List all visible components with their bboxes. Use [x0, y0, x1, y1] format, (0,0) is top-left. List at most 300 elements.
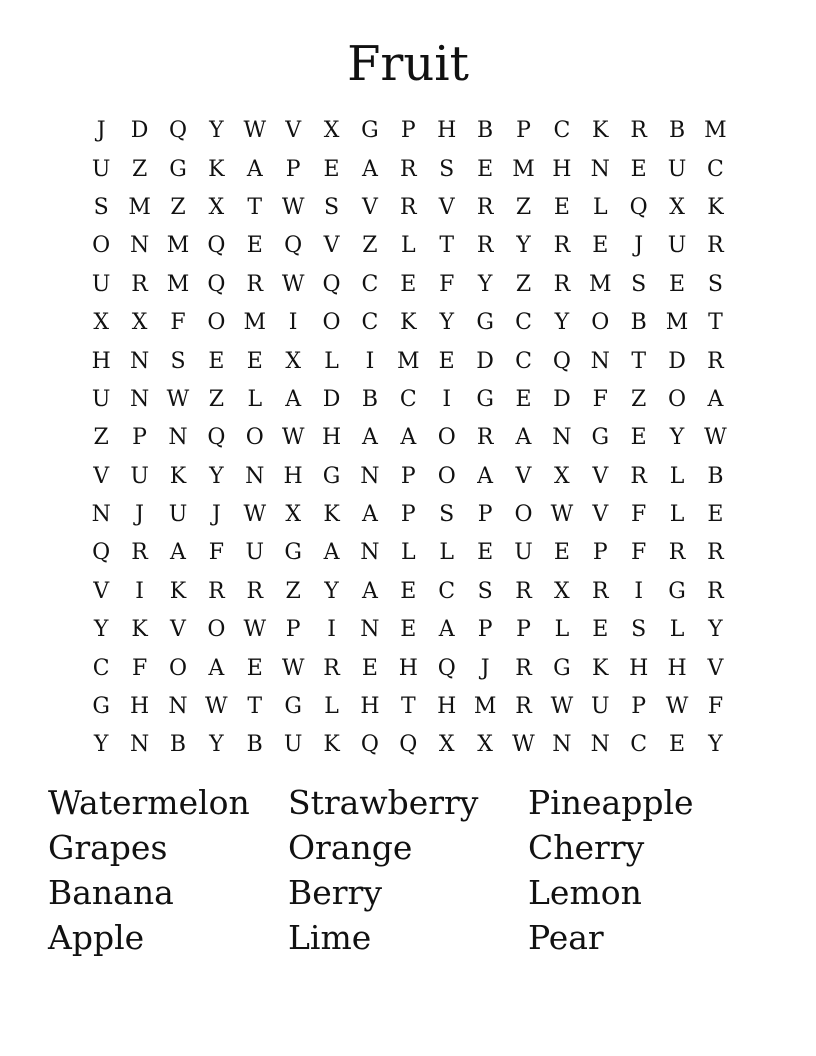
grid-letter[interactable]: G: [284, 540, 302, 566]
grid-letter[interactable]: P: [592, 540, 608, 566]
grid-letter[interactable]: B: [246, 732, 263, 758]
grid-letter[interactable]: Q: [207, 425, 226, 451]
grid-letter[interactable]: E: [707, 502, 724, 528]
grid-letter[interactable]: W: [166, 386, 190, 412]
grid-letter[interactable]: Y: [669, 425, 685, 451]
grid-letter[interactable]: G: [322, 463, 341, 489]
grid-letter[interactable]: N: [552, 732, 572, 758]
grid-letter[interactable]: W: [704, 425, 727, 451]
grid-letter[interactable]: B: [707, 463, 724, 489]
grid-letter[interactable]: H: [398, 655, 418, 681]
word-list-item: Lemon: [528, 873, 642, 912]
grid-letter[interactable]: K: [131, 617, 148, 643]
grid-letter[interactable]: F: [592, 386, 608, 412]
grid-letter[interactable]: C: [515, 310, 532, 336]
grid-letter[interactable]: A: [323, 540, 340, 566]
grid-letter[interactable]: V: [93, 578, 110, 604]
grid-letter[interactable]: Y: [477, 271, 493, 297]
grid-letter[interactable]: D: [476, 348, 494, 374]
grid-letter[interactable]: E: [477, 156, 494, 182]
grid-letter[interactable]: Z: [93, 425, 109, 451]
grid-letter[interactable]: D: [322, 386, 341, 412]
grid-letter[interactable]: C: [92, 655, 110, 681]
grid-letter[interactable]: W: [512, 732, 535, 758]
grid-letter[interactable]: N: [91, 502, 111, 528]
grid-letter[interactable]: N: [168, 694, 188, 720]
grid-letter[interactable]: Q: [284, 233, 303, 259]
grid-letter[interactable]: X: [208, 194, 225, 220]
grid-letter[interactable]: I: [365, 348, 375, 374]
grid-letter[interactable]: U: [667, 156, 687, 182]
grid-letter[interactable]: Y: [93, 617, 109, 643]
grid-letter[interactable]: P: [631, 694, 647, 720]
grid-letter[interactable]: M: [128, 194, 151, 220]
grid-letter[interactable]: T: [247, 694, 263, 720]
grid-letter[interactable]: G: [361, 118, 379, 144]
grid-letter[interactable]: D: [668, 348, 686, 374]
grid-letter[interactable]: N: [168, 425, 188, 451]
grid-letter[interactable]: B: [169, 732, 187, 758]
grid-letter[interactable]: U: [91, 271, 111, 297]
grid-letter[interactable]: X: [285, 348, 301, 374]
grid-letter[interactable]: O: [668, 386, 687, 412]
grid-letter[interactable]: F: [631, 502, 647, 528]
grid-letter[interactable]: L: [592, 194, 608, 220]
grid-letter[interactable]: X: [285, 502, 301, 528]
grid-letter[interactable]: Q: [399, 732, 418, 758]
grid-letter[interactable]: U: [245, 540, 265, 566]
grid-letter[interactable]: C: [399, 386, 417, 412]
word-list-item: Grapes: [48, 828, 168, 867]
grid-letter[interactable]: C: [361, 271, 379, 297]
grid-letter[interactable]: E: [669, 732, 686, 758]
word-list-item: Apple: [48, 918, 145, 957]
word-list-item: Orange: [288, 828, 413, 867]
grid-letter[interactable]: K: [169, 463, 187, 489]
grid-letter[interactable]: M: [512, 156, 535, 182]
letter-grid: [82, 112, 734, 765]
grid-letter[interactable]: W: [243, 617, 267, 643]
grid-letter[interactable]: J: [135, 502, 144, 528]
grid-letter[interactable]: T: [400, 694, 416, 720]
grid-letter[interactable]: N: [129, 386, 150, 412]
grid-letter[interactable]: F: [170, 310, 186, 336]
grid-letter[interactable]: N: [129, 348, 150, 374]
grid-letter[interactable]: V: [707, 655, 724, 681]
grid-letter[interactable]: D: [553, 386, 571, 412]
grid-letter[interactable]: X: [323, 118, 340, 144]
grid-letter[interactable]: B: [361, 386, 379, 412]
grid-letter[interactable]: U: [168, 502, 188, 528]
grid-letter[interactable]: Y: [516, 233, 531, 259]
grid-letter[interactable]: U: [91, 156, 111, 182]
grid-letter[interactable]: Z: [631, 386, 647, 412]
grid-letter[interactable]: P: [400, 502, 416, 528]
grid-letter[interactable]: A: [170, 540, 186, 566]
grid-letter[interactable]: N: [552, 425, 572, 451]
grid-letter[interactable]: Z: [285, 578, 301, 604]
grid-letter[interactable]: R: [476, 194, 494, 220]
grid-letter[interactable]: H: [629, 655, 649, 681]
grid-letter[interactable]: A: [285, 386, 302, 412]
grid-letter[interactable]: N: [360, 540, 380, 566]
grid-letter[interactable]: W: [243, 118, 267, 144]
grid-letter[interactable]: X: [554, 578, 570, 604]
grid-letter[interactable]: E: [400, 617, 417, 643]
grid-letter[interactable]: Q: [360, 732, 379, 758]
grid-letter[interactable]: Y: [708, 617, 723, 643]
grid-letter[interactable]: R: [630, 118, 647, 144]
grid-letter[interactable]: G: [92, 694, 110, 720]
grid-letter[interactable]: M: [166, 271, 190, 297]
grid-letter[interactable]: O: [92, 233, 111, 259]
grid-letter[interactable]: O: [207, 617, 226, 643]
grid-letter[interactable]: Y: [708, 732, 723, 758]
grid-letter[interactable]: W: [243, 502, 267, 528]
grid-letter[interactable]: E: [630, 425, 647, 451]
grid-letter[interactable]: U: [91, 386, 111, 412]
grid-letter[interactable]: N: [360, 617, 380, 643]
grid-letter[interactable]: P: [132, 425, 147, 451]
grid-letter[interactable]: Y: [439, 310, 454, 336]
grid-letter[interactable]: H: [360, 694, 380, 720]
grid-letter[interactable]: R: [246, 578, 264, 604]
grid-letter[interactable]: E: [669, 271, 686, 297]
grid-letter[interactable]: D: [130, 118, 149, 144]
grid-letter[interactable]: Q: [629, 194, 648, 220]
grid-letter[interactable]: W: [550, 502, 574, 528]
grid-letter[interactable]: C: [553, 118, 571, 144]
grid-letter[interactable]: E: [361, 655, 378, 681]
grid-letter[interactable]: P: [516, 118, 531, 144]
grid-letter[interactable]: V: [361, 194, 378, 220]
grid-letter[interactable]: V: [515, 463, 532, 489]
grid-letter[interactable]: M: [473, 694, 497, 720]
grid-letter[interactable]: P: [285, 617, 301, 643]
grid-letter[interactable]: W: [665, 694, 689, 720]
grid-letter[interactable]: O: [168, 655, 187, 681]
grid-letter[interactable]: Q: [437, 655, 456, 681]
grid-letter[interactable]: H: [437, 118, 457, 144]
grid-letter[interactable]: P: [400, 463, 416, 489]
grid-letter[interactable]: E: [592, 233, 609, 259]
grid-letter[interactable]: P: [400, 118, 416, 144]
grid-letter[interactable]: A: [361, 578, 378, 604]
grid-letter[interactable]: M: [665, 310, 689, 336]
grid-letter[interactable]: R: [476, 233, 494, 259]
grid-letter[interactable]: G: [476, 386, 494, 412]
grid-letter[interactable]: S: [439, 156, 455, 182]
grid-letter[interactable]: A: [361, 156, 378, 182]
grid-letter[interactable]: V: [170, 617, 186, 643]
grid-letter[interactable]: R: [246, 271, 264, 297]
grid-letter[interactable]: E: [553, 194, 570, 220]
grid-letter[interactable]: E: [400, 578, 417, 604]
grid-letter[interactable]: P: [477, 502, 493, 528]
word-list-item: Banana: [48, 873, 174, 912]
grid-letter[interactable]: I: [327, 617, 336, 643]
grid-letter[interactable]: N: [590, 348, 610, 374]
grid-letter[interactable]: X: [93, 310, 110, 336]
grid-letter[interactable]: L: [669, 617, 685, 643]
grid-letter[interactable]: Q: [207, 271, 226, 297]
grid-letter[interactable]: Y: [324, 578, 339, 604]
grid-letter[interactable]: I: [442, 386, 452, 412]
grid-letter[interactable]: B: [630, 310, 647, 336]
grid-letter[interactable]: R: [630, 463, 647, 489]
grid-letter[interactable]: W: [205, 694, 228, 720]
grid-letter[interactable]: G: [169, 156, 187, 182]
grid-letter[interactable]: X: [477, 732, 493, 758]
grid-letter[interactable]: R: [323, 655, 340, 681]
grid-letter[interactable]: S: [707, 271, 723, 297]
grid-letter[interactable]: W: [281, 655, 305, 681]
grid-letter[interactable]: E: [208, 348, 225, 374]
grid-letter[interactable]: K: [592, 655, 609, 681]
grid-letter[interactable]: T: [439, 233, 455, 259]
grid-letter[interactable]: S: [477, 578, 493, 604]
grid-letter[interactable]: Z: [515, 271, 532, 297]
grid-letter[interactable]: E: [246, 233, 263, 259]
grid-letter[interactable]: Q: [552, 348, 571, 374]
grid-letter[interactable]: X: [131, 310, 148, 336]
grid-letter[interactable]: E: [323, 156, 340, 182]
grid-letter[interactable]: G: [476, 310, 494, 336]
grid-letter[interactable]: Z: [515, 194, 532, 220]
grid-letter[interactable]: Z: [131, 156, 148, 182]
grid-letter[interactable]: Q: [168, 118, 187, 144]
grid-letter[interactable]: W: [281, 271, 305, 297]
grid-letter[interactable]: U: [514, 540, 533, 566]
grid-letter[interactable]: R: [668, 540, 686, 566]
grid-letter[interactable]: V: [323, 233, 340, 259]
grid-letter[interactable]: S: [439, 502, 455, 528]
grid-letter[interactable]: Y: [93, 732, 109, 758]
grid-letter[interactable]: B: [477, 118, 494, 144]
grid-letter[interactable]: R: [476, 425, 494, 451]
grid-letter[interactable]: K: [208, 156, 225, 182]
grid-letter[interactable]: E: [400, 271, 417, 297]
grid-letter[interactable]: M: [589, 271, 612, 297]
grid-letter[interactable]: A: [361, 425, 378, 451]
grid-letter[interactable]: Z: [208, 386, 225, 412]
grid-letter[interactable]: W: [550, 694, 574, 720]
word-list-item: Berry: [288, 873, 382, 912]
grid-letter[interactable]: R: [208, 578, 225, 604]
grid-letter[interactable]: O: [437, 463, 456, 489]
grid-letter[interactable]: C: [707, 156, 724, 182]
grid-letter[interactable]: X: [669, 194, 685, 220]
grid-letter[interactable]: L: [554, 617, 570, 643]
grid-letter[interactable]: R: [400, 156, 417, 182]
grid-letter[interactable]: R: [400, 194, 417, 220]
grid-letter[interactable]: Z: [170, 194, 186, 220]
word-list-item: Lime: [288, 918, 372, 957]
grid-letter[interactable]: A: [438, 617, 455, 643]
grid-letter[interactable]: L: [439, 540, 455, 566]
grid-letter[interactable]: E: [515, 386, 532, 412]
grid-letter[interactable]: U: [130, 463, 149, 489]
grid-letter[interactable]: R: [591, 578, 609, 604]
grid-letter[interactable]: K: [169, 578, 187, 604]
grid-letter[interactable]: N: [129, 732, 150, 758]
grid-letter[interactable]: I: [288, 310, 298, 336]
grid-letter[interactable]: L: [324, 348, 339, 374]
grid-letter[interactable]: Z: [362, 233, 378, 259]
grid-letter[interactable]: H: [437, 694, 457, 720]
grid-letter[interactable]: N: [129, 233, 150, 259]
grid-letter[interactable]: S: [324, 194, 340, 220]
grid-letter[interactable]: Y: [209, 118, 224, 144]
grid-letter[interactable]: U: [591, 694, 610, 720]
grid-letter[interactable]: N: [590, 156, 610, 182]
grid-letter[interactable]: E: [438, 348, 455, 374]
grid-letter[interactable]: S: [93, 194, 109, 220]
grid-letter[interactable]: V: [592, 502, 609, 528]
grid-letter[interactable]: R: [553, 233, 571, 259]
grid-letter[interactable]: R: [131, 271, 148, 297]
grid-letter[interactable]: K: [707, 194, 724, 220]
grid-letter[interactable]: T: [631, 348, 646, 374]
grid-letter[interactable]: C: [361, 310, 379, 336]
grid-letter[interactable]: X: [438, 732, 455, 758]
grid-letter[interactable]: H: [552, 156, 572, 182]
word-list-item: Strawberry: [288, 783, 479, 822]
grid-letter[interactable]: M: [704, 118, 727, 144]
grid-letter[interactable]: G: [553, 655, 571, 681]
grid-letter[interactable]: E: [630, 156, 647, 182]
grid-letter[interactable]: O: [437, 425, 456, 451]
grid-letter[interactable]: M: [243, 310, 267, 336]
grid-letter[interactable]: I: [634, 578, 644, 604]
grid-letter[interactable]: V: [592, 463, 609, 489]
grid-letter[interactable]: H: [283, 463, 303, 489]
grid-letter[interactable]: A: [208, 655, 225, 681]
grid-letter[interactable]: O: [207, 310, 226, 336]
grid-letter[interactable]: O: [322, 310, 341, 336]
grid-letter[interactable]: J: [480, 655, 490, 681]
grid-letter[interactable]: C: [438, 578, 456, 604]
grid-letter[interactable]: F: [131, 655, 148, 681]
grid-letter[interactable]: R: [515, 655, 532, 681]
grid-letter[interactable]: K: [323, 732, 340, 758]
grid-letter[interactable]: Q: [207, 233, 226, 259]
grid-letter[interactable]: C: [515, 348, 532, 374]
grid-letter[interactable]: L: [401, 233, 416, 259]
grid-letter[interactable]: A: [400, 425, 417, 451]
grid-letter[interactable]: L: [247, 386, 263, 412]
grid-letter[interactable]: R: [131, 540, 148, 566]
grid-letter[interactable]: P: [516, 617, 531, 643]
grid-letter[interactable]: X: [554, 463, 570, 489]
grid-letter[interactable]: L: [324, 694, 339, 720]
grid-letter[interactable]: W: [281, 194, 305, 220]
grid-letter[interactable]: R: [515, 578, 532, 604]
grid-letter[interactable]: R: [515, 694, 532, 720]
grid-letter[interactable]: L: [401, 540, 416, 566]
grid-letter[interactable]: I: [135, 578, 144, 604]
grid-letter[interactable]: N: [360, 463, 380, 489]
grid-letter[interactable]: V: [438, 194, 455, 220]
grid-letter[interactable]: R: [553, 271, 571, 297]
grid-letter[interactable]: H: [91, 348, 111, 374]
grid-letter[interactable]: U: [667, 233, 687, 259]
grid-letter[interactable]: A: [361, 502, 378, 528]
grid-letter[interactable]: E: [246, 655, 263, 681]
word-list-item: Cherry: [528, 828, 645, 867]
grid-letter[interactable]: R: [707, 233, 724, 259]
grid-letter[interactable]: K: [592, 118, 609, 144]
grid-letter[interactable]: V: [285, 118, 302, 144]
grid-letter[interactable]: K: [400, 310, 417, 336]
grid-letter[interactable]: L: [669, 502, 685, 528]
grid-letter[interactable]: Y: [554, 310, 570, 336]
grid-letter[interactable]: O: [514, 502, 533, 528]
grid-letter[interactable]: J: [211, 502, 221, 528]
grid-letter[interactable]: E: [553, 540, 570, 566]
grid-letter[interactable]: P: [285, 156, 301, 182]
grid-letter[interactable]: C: [630, 732, 648, 758]
grid-letter[interactable]: F: [707, 694, 724, 720]
grid-letter[interactable]: P: [477, 617, 493, 643]
grid-letter[interactable]: F: [208, 540, 224, 566]
grid-letter[interactable]: E: [477, 540, 494, 566]
grid-letter[interactable]: G: [591, 425, 610, 451]
grid-letter[interactable]: T: [708, 310, 723, 336]
grid-letter[interactable]: S: [170, 348, 186, 374]
grid-letter[interactable]: L: [669, 463, 685, 489]
grid-letter[interactable]: H: [667, 655, 687, 681]
grid-letter[interactable]: K: [323, 502, 340, 528]
grid-letter[interactable]: R: [707, 578, 724, 604]
word-list-item: Pineapple: [528, 783, 694, 822]
grid-letter[interactable]: G: [668, 578, 686, 604]
grid-letter[interactable]: Y: [209, 463, 224, 489]
grid-letter[interactable]: Y: [209, 732, 224, 758]
grid-letter[interactable]: F: [631, 540, 647, 566]
grid-letter[interactable]: A: [246, 156, 263, 182]
grid-letter[interactable]: J: [96, 118, 106, 144]
grid-letter[interactable]: U: [283, 732, 303, 758]
grid-letter[interactable]: A: [477, 463, 494, 489]
grid-letter[interactable]: W: [281, 425, 305, 451]
grid-letter[interactable]: G: [284, 694, 302, 720]
grid-letter[interactable]: A: [515, 425, 532, 451]
grid-letter[interactable]: N: [245, 463, 265, 489]
grid-letter[interactable]: A: [707, 386, 724, 412]
grid-letter[interactable]: J: [634, 233, 644, 259]
grid-letter[interactable]: M: [166, 233, 190, 259]
grid-letter[interactable]: Q: [92, 540, 111, 566]
grid-letter[interactable]: N: [590, 732, 610, 758]
grid-letter[interactable]: H: [321, 425, 342, 451]
grid-letter[interactable]: S: [631, 617, 647, 643]
grid-letter[interactable]: S: [631, 271, 647, 297]
grid-letter[interactable]: E: [246, 348, 263, 374]
grid-letter[interactable]: R: [707, 348, 724, 374]
grid-letter[interactable]: R: [707, 540, 724, 566]
grid-letter[interactable]: O: [591, 310, 610, 336]
grid-letter[interactable]: V: [93, 463, 110, 489]
grid-letter[interactable]: E: [592, 617, 609, 643]
grid-letter[interactable]: Q: [322, 271, 341, 297]
grid-letter[interactable]: H: [129, 694, 150, 720]
grid-letter[interactable]: T: [247, 194, 263, 220]
grid-letter[interactable]: O: [245, 425, 264, 451]
grid-letter[interactable]: F: [439, 271, 455, 297]
grid-letter[interactable]: B: [668, 118, 686, 144]
grid-letter[interactable]: M: [397, 348, 420, 374]
